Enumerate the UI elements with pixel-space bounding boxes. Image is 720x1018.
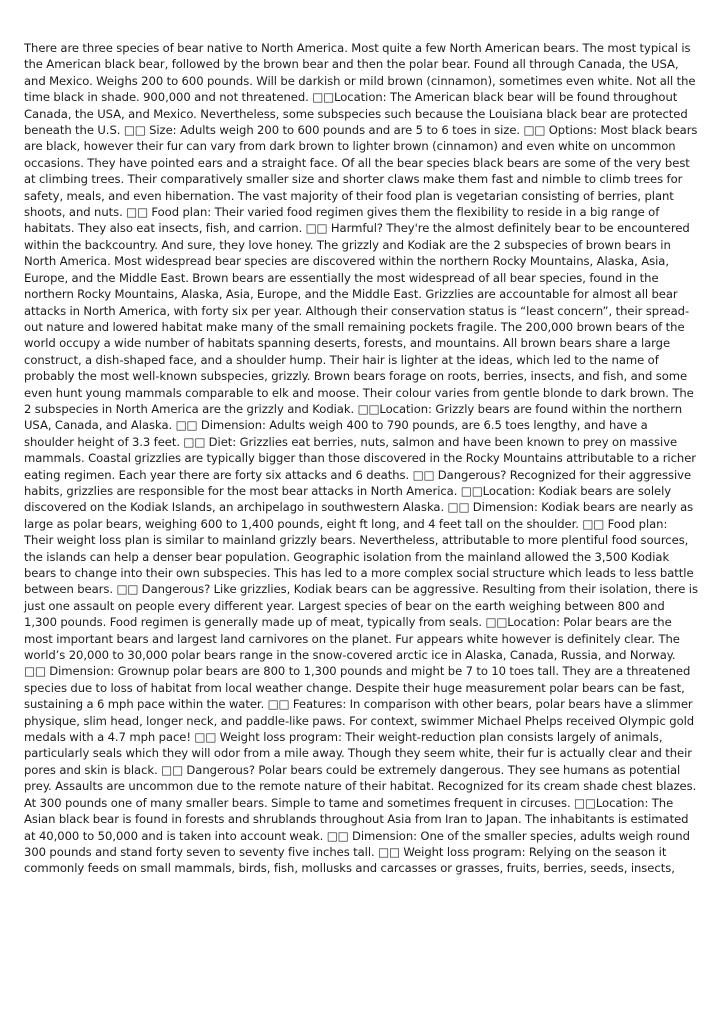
document-page [24, 40, 700, 877]
body-paragraph: There are three species of bear native to North America. Most quite a few North American bears. The most typical is the American black bear, followed by the brown bear and then the polar bear. Found all through Canada, the USA, and Mexico. Weighs 200 to 600 pounds. Will be darkish or mild brown (cinnamon), sometimes even white. Not all the time black in shade. 900,000 and not threatened. □□Location: The American black bear will be found throughout Canada, the USA, and Mexico. Nevertheless, some subspecies such because the Louisiana black bear are protected beneath the U.S. □□ Size: Adults weigh 200 to 600 pounds and are 5 to 6 toes in size. □□ Options: Most black bears are black, however their fur can vary from dark brown to lighter brown (cinnamon) and even white on uncommon occasions. They have pointed ears and a straight face. Of all the bear species black bears are some of the very best at climbing trees. Their comparatively smaller size and shorter claws make them fast and nimble to climb trees for safety, meals, and even hibernation. The vast majority of their food plan is vegetarian consisting of berries, plant shoots, and nuts. □□ Food plan: Their varied food regimen gives them the flexibility to reside in a big range of habitats. They also eat insects, fish, and carrion. □□ Harmful? They're the almost definitely bear to be encountered within the backcountry. And sure, they love honey. The grizzly and Kodiak are the 2 subspecies of brown bears in North America. Most widespread bear species are discovered within the northern Rocky Mountains, Alaska, Asia, Europe, and the Middle East. Brown bears are essentially the most widespread of all bear species, found in the northern Rocky Mountains, Alaska, Asia, Europe, and the Middle East. Grizzlies are accountable for almost all bear attacks in North America, with forty six per year. Although their conservation status is “least concern”, their spread-out nature and lowered habitat make many of the small remaining pockets fragile. The 200,000 brown bears of the world occupy a wide number of habitats spanning deserts, forests, and mountains. All brown bears share a large construct, a dish-shaped face, and a shoulder hump. Their hair is lighter at the ideas, which led to the name of probably the most well-known subspecies, grizzly. Brown bears forage on roots, berries, insects, and fish, and some even hunt young mammals comparable to elk and moose. Their colour varies from gentle blonde to dark brown. The 2 subspecies in North America are the grizzly and Kodiak. □□Location: Grizzly bears are found within the northern USA, Canada, and Alaska. □□ Dimension: Adults weigh 400 to 790 pounds, are 6.5 toes lengthy, and have a shoulder height of 3.3 feet. □□ Diet: Grizzlies eat berries, nuts, salmon and have been known to prey on massive mammals. Coastal grizzlies are typically bigger than those discovered in the Rocky Mountains attributable to a richer eating regimen. Each year there are forty six attacks and 6 deaths. □□ Dangerous? Recognized for their aggressive habits, grizzlies are responsible for the most bear attacks in North America. □□Location: Kodiak bears are solely discovered on the Kodiak Islands, an archipelago in southwestern Alaska. □□ Dimension: Kodiak bears are nearly as large as polar bears, weighing 600 to 1,400 pounds, eight ft long, and 4 feet tall on the shoulder. □□ Food plan: Their weight loss plan is similar to mainland grizzly bears. Nevertheless, attributable to more plentiful food sources, the islands can help a denser bear population. Geographic isolation from the mainland allowed the 3,500 Kodiak bears to change into their own subspecies. This has led to a more complex social structure which leads to less battle between bears. □□ Dangerous? Like grizzlies, Kodiak bears can be aggressive. Resulting from their isolation, there is just one assault on people every different year. Largest species of bear on the earth weighing between 800 and 1,300 pounds. Food regimen is generally made up of meat, typically from seals. □□Location: Polar bears are the most important bears and largest land carnivores on the planet. Fur appears white however is definitely clear. The world’s 20,000 to 30,000 polar bears range in the snow-covered arctic ice in Alaska, Canada, Russia, and Norway. □□ Dimension: Grownup polar bears are 800 to 1,300 pounds and might be 7 to 10 toes tall. They are a threatened species due to loss of habitat from local weather change. Despite their huge measurement polar bears can be fast, sustaining a 6 mph pace within the water. □□ Features: In comparison with other bears, polar bears have a slimmer physique, slim head, longer neck, and paddle-like paws. For context, swimmer Michael Phelps received Olympic gold medals with a 4.7 mph pace! □□ Weight loss program: Their weight-reduction plan consists largely of animals, particularly seals which they will odor from a mile away. Though they seem white, their fur is actually clear and their pores and skin is black. □□ Dangerous? Polar bears could be extremely dangerous. They see humans as potential prey. Assaults are uncommon due to the remote nature of their habitat. Recognized for its cream shade chest blazes. At 300 pounds one of many smaller bears. Simple to tame and sometimes frequent in circuses. □□Location: The Asian black bear is found in forests and shrublands throughout Asia from Iran to Japan. The inhabitants is estimated at 40,000 to 50,000 and is taken into account weak. □□ Dimension: One of the smaller species, adults weigh round 300 pounds and stand forty seven to seventy five inches tall. □□ Weight loss program: Relying on the season it commonly feeds on small mammals, birds, fish, mollusks and carcasses or grasses, fruits, berries, seeds, insects, [24, 41, 698, 876]
